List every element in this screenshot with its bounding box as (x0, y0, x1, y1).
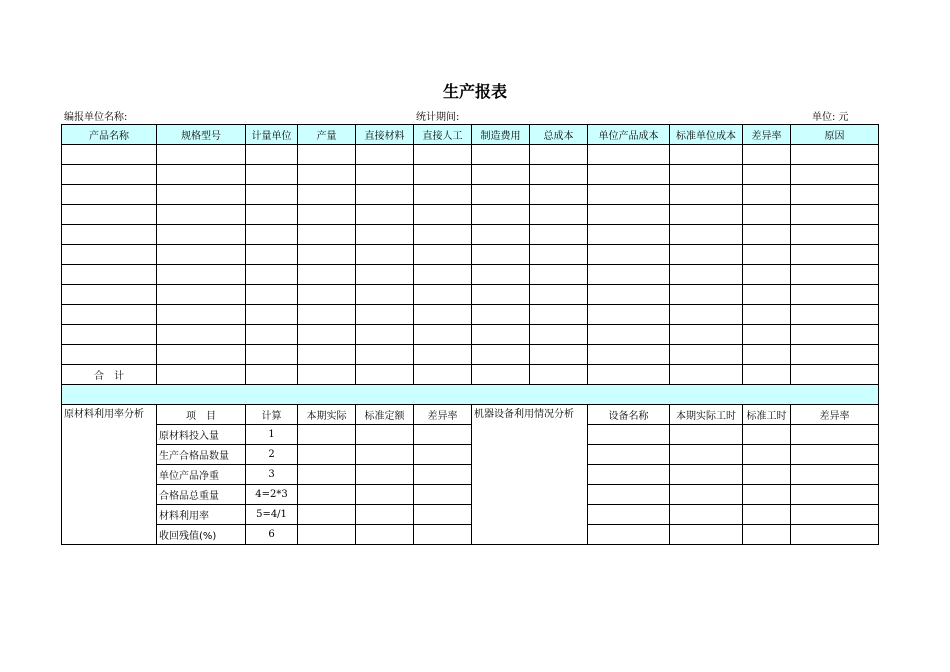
material-value-cell[interactable] (414, 505, 472, 525)
table-cell[interactable] (743, 145, 791, 165)
table-cell[interactable] (62, 305, 157, 325)
total-cell[interactable] (472, 365, 530, 385)
material-column-header: 本期实际 (298, 405, 356, 425)
analysis-header-row (62, 405, 879, 425)
table-cell[interactable] (791, 345, 879, 365)
table-cell[interactable] (157, 225, 246, 245)
table-cell[interactable] (356, 285, 414, 305)
table-cell[interactable] (743, 305, 791, 325)
total-cell[interactable] (356, 365, 414, 385)
table-row (62, 265, 879, 285)
material-value-cell[interactable] (414, 465, 472, 485)
machine-value-cell[interactable] (588, 425, 670, 445)
table-cell[interactable] (356, 225, 414, 245)
machine-value-cell[interactable] (670, 505, 743, 525)
column-header: 差异率 (743, 125, 791, 145)
table-cell[interactable] (246, 205, 298, 225)
table-cell[interactable] (414, 165, 472, 185)
machine-value-cell[interactable] (670, 485, 743, 505)
material-value-cell[interactable] (298, 425, 356, 445)
table-cell[interactable] (472, 185, 530, 205)
material-value-cell[interactable] (298, 485, 356, 505)
table-cell[interactable] (414, 225, 472, 245)
column-header: 直接材料 (356, 125, 414, 145)
table-cell[interactable] (298, 265, 356, 285)
table-cell[interactable] (246, 345, 298, 365)
table-cell[interactable] (743, 245, 791, 265)
total-cell[interactable] (588, 365, 670, 385)
material-value-cell[interactable] (414, 425, 472, 445)
table-cell[interactable] (246, 165, 298, 185)
table-cell[interactable] (356, 305, 414, 325)
period-label: 统计期间: (416, 112, 460, 123)
table-cell[interactable] (530, 225, 588, 245)
column-header: 直接人工 (414, 125, 472, 145)
table-cell[interactable] (588, 345, 670, 365)
table-cell[interactable] (298, 205, 356, 225)
material-value-cell[interactable] (298, 505, 356, 525)
table-cell[interactable] (62, 285, 157, 305)
table-cell[interactable] (246, 305, 298, 325)
table-row (62, 225, 879, 245)
table-cell[interactable] (414, 185, 472, 205)
column-header: 标准单位成本 (670, 125, 743, 145)
report-title: 生产报表 (442, 82, 507, 101)
material-value-cell[interactable] (414, 525, 472, 545)
table-cell[interactable] (246, 225, 298, 245)
header-row (62, 125, 879, 145)
table-cell[interactable] (356, 325, 414, 345)
material-column-header: 项 目 (157, 405, 246, 425)
table-cell[interactable] (791, 285, 879, 305)
table-cell[interactable] (62, 185, 157, 205)
analysis-row (62, 485, 879, 505)
table-cell[interactable] (157, 345, 246, 365)
total-cell[interactable] (157, 365, 246, 385)
table-cell[interactable] (62, 205, 157, 225)
table-cell[interactable] (246, 265, 298, 285)
table-cell[interactable] (157, 285, 246, 305)
table-cell[interactable] (472, 205, 530, 225)
table-cell[interactable] (588, 145, 670, 165)
table-cell[interactable] (530, 305, 588, 325)
column-header: 原因 (791, 125, 879, 145)
material-value-cell[interactable] (298, 465, 356, 485)
table-cell[interactable] (246, 325, 298, 345)
material-value-cell[interactable] (414, 485, 472, 505)
table-cell[interactable] (588, 205, 670, 225)
table-cell[interactable] (670, 225, 743, 245)
total-cell[interactable] (530, 365, 588, 385)
machine-value-cell[interactable] (791, 525, 879, 545)
table-cell[interactable] (472, 325, 530, 345)
analysis-row (62, 525, 879, 545)
table-row (62, 245, 879, 265)
table-cell[interactable] (743, 345, 791, 365)
material-value-cell[interactable] (356, 425, 414, 445)
machine-value-cell[interactable] (791, 425, 879, 445)
table-cell[interactable] (356, 165, 414, 185)
table-cell[interactable] (791, 265, 879, 285)
table-cell[interactable] (670, 205, 743, 225)
analysis-row (62, 465, 879, 485)
machine-value-cell[interactable] (791, 505, 879, 525)
table-cell[interactable] (356, 245, 414, 265)
table-cell[interactable] (157, 265, 246, 285)
machine-value-cell[interactable] (588, 485, 670, 505)
table-cell[interactable] (743, 325, 791, 345)
table-row (62, 325, 879, 345)
table-cell[interactable] (588, 305, 670, 325)
machine-value-cell[interactable] (588, 445, 670, 465)
table-cell[interactable] (298, 165, 356, 185)
table-cell[interactable] (414, 285, 472, 305)
machine-value-cell[interactable] (743, 465, 791, 485)
machine-value-cell[interactable] (670, 445, 743, 465)
table-cell[interactable] (414, 325, 472, 345)
total-cell[interactable] (670, 365, 743, 385)
table-cell[interactable] (530, 185, 588, 205)
table-cell[interactable] (743, 265, 791, 285)
machine-column-header: 本期实际工时 (670, 405, 743, 425)
table-cell[interactable] (791, 305, 879, 325)
table-cell[interactable] (62, 245, 157, 265)
table-cell[interactable] (743, 165, 791, 185)
analysis-row (62, 505, 879, 525)
material-calc-formula: 2 (246, 445, 298, 465)
table-cell[interactable] (298, 345, 356, 365)
table-cell[interactable] (62, 165, 157, 185)
material-item-label: 生产合格品数量 (157, 445, 246, 465)
table-cell[interactable] (157, 305, 246, 325)
table-cell[interactable] (530, 145, 588, 165)
table-cell[interactable] (356, 185, 414, 205)
machine-value-cell[interactable] (791, 485, 879, 505)
table-cell[interactable] (791, 185, 879, 205)
table-cell[interactable] (588, 265, 670, 285)
table-cell[interactable] (588, 185, 670, 205)
machine-value-cell[interactable] (743, 505, 791, 525)
table-row (62, 185, 879, 205)
machine-column-header: 差异率 (791, 405, 879, 425)
table-row (62, 285, 879, 305)
table-cell[interactable] (472, 225, 530, 245)
table-cell[interactable] (157, 325, 246, 345)
material-column-header: 计算 (246, 405, 298, 425)
table-cell[interactable] (414, 205, 472, 225)
analysis-row (62, 445, 879, 465)
table-cell[interactable] (670, 305, 743, 325)
machine-value-cell[interactable] (670, 465, 743, 485)
table-cell[interactable] (791, 325, 879, 345)
table-cell[interactable] (472, 305, 530, 325)
table-cell[interactable] (298, 305, 356, 325)
table-cell[interactable] (743, 185, 791, 205)
table-cell[interactable] (743, 285, 791, 305)
table-cell[interactable] (298, 325, 356, 345)
table-cell[interactable] (356, 265, 414, 285)
table-cell[interactable] (298, 145, 356, 165)
column-header: 制造费用 (472, 125, 530, 145)
column-header: 规格型号 (157, 125, 246, 145)
table-cell[interactable] (356, 145, 414, 165)
machine-value-cell[interactable] (670, 425, 743, 445)
material-value-cell[interactable] (298, 445, 356, 465)
table-cell[interactable] (670, 325, 743, 345)
table-cell[interactable] (670, 185, 743, 205)
total-cell[interactable] (298, 365, 356, 385)
analysis-row (62, 425, 879, 445)
table-cell[interactable] (62, 265, 157, 285)
material-value-cell[interactable] (356, 465, 414, 485)
material-analysis-title: 原材料利用率分析 (62, 405, 157, 545)
table-cell[interactable] (530, 325, 588, 345)
column-header: 单位产品成本 (588, 125, 670, 145)
table-cell[interactable] (670, 145, 743, 165)
table-cell[interactable] (670, 245, 743, 265)
machine-value-cell[interactable] (743, 485, 791, 505)
table-cell[interactable] (791, 245, 879, 265)
table-cell[interactable] (670, 285, 743, 305)
material-value-cell[interactable] (356, 485, 414, 505)
table-cell[interactable] (157, 145, 246, 165)
material-item-label: 合格品总重量 (157, 485, 246, 505)
table-cell[interactable] (157, 205, 246, 225)
total-cell[interactable] (246, 365, 298, 385)
column-header: 产品名称 (62, 125, 157, 145)
table-cell[interactable] (157, 185, 246, 205)
table-cell[interactable] (530, 165, 588, 185)
table-cell[interactable] (670, 345, 743, 365)
table-cell[interactable] (246, 245, 298, 265)
table-cell[interactable] (298, 245, 356, 265)
material-calc-formula: 6 (246, 525, 298, 545)
table-cell[interactable] (588, 165, 670, 185)
table-cell[interactable] (157, 245, 246, 265)
table-cell[interactable] (157, 165, 246, 185)
table-cell[interactable] (246, 185, 298, 205)
table-cell[interactable] (588, 285, 670, 305)
table-cell[interactable] (62, 225, 157, 245)
material-value-cell[interactable] (356, 525, 414, 545)
machine-value-cell[interactable] (588, 505, 670, 525)
table-cell[interactable] (670, 265, 743, 285)
table-cell[interactable] (472, 165, 530, 185)
table-cell[interactable] (588, 245, 670, 265)
material-item-label: 原材料投入量 (157, 425, 246, 445)
material-value-cell[interactable] (414, 445, 472, 465)
table-cell[interactable] (472, 285, 530, 305)
table-cell[interactable] (530, 265, 588, 285)
table-cell[interactable] (414, 345, 472, 365)
table-cell[interactable] (472, 245, 530, 265)
machine-value-cell[interactable] (791, 465, 879, 485)
material-value-cell[interactable] (356, 505, 414, 525)
machine-value-cell[interactable] (670, 525, 743, 545)
table-cell[interactable] (530, 205, 588, 225)
column-header: 计量单位 (246, 125, 298, 145)
total-cell[interactable] (414, 365, 472, 385)
table-cell[interactable] (670, 165, 743, 185)
table-cell[interactable] (414, 265, 472, 285)
material-item-label: 收回残值(%) (157, 525, 246, 545)
material-value-cell[interactable] (356, 445, 414, 465)
separator-band (62, 385, 879, 405)
table-cell[interactable] (414, 145, 472, 165)
machine-value-cell[interactable] (743, 425, 791, 445)
separator-cell (62, 385, 879, 405)
table-cell[interactable] (791, 205, 879, 225)
table-cell[interactable] (356, 205, 414, 225)
material-calc-formula: 5=4/1 (246, 505, 298, 525)
table-cell[interactable] (791, 145, 879, 165)
table-cell[interactable] (472, 265, 530, 285)
material-calc-formula: 1 (246, 425, 298, 445)
table-cell[interactable] (472, 145, 530, 165)
table-cell[interactable] (530, 345, 588, 365)
material-value-cell[interactable] (298, 525, 356, 545)
table-cell[interactable] (791, 165, 879, 185)
machine-analysis-title: 机器设备利用情况分析 (472, 405, 588, 545)
table-cell[interactable] (472, 345, 530, 365)
table-cell[interactable] (743, 225, 791, 245)
table-row (62, 145, 879, 165)
table-cell[interactable] (62, 325, 157, 345)
table-cell[interactable] (530, 285, 588, 305)
org-name-label: 编报单位名称: (64, 112, 128, 123)
table-cell[interactable] (298, 185, 356, 205)
table-row (62, 205, 879, 225)
production-report-table (61, 124, 879, 545)
material-column-header: 标准定额 (356, 405, 414, 425)
machine-value-cell[interactable] (743, 445, 791, 465)
total-label: 合 计 (62, 365, 157, 385)
machine-value-cell[interactable] (791, 445, 879, 465)
table-cell[interactable] (588, 325, 670, 345)
total-cell[interactable] (743, 365, 791, 385)
unit-label: 单位: 元 (812, 112, 849, 123)
machine-value-cell[interactable] (743, 525, 791, 545)
table-cell[interactable] (588, 225, 670, 245)
table-row (62, 305, 879, 325)
material-item-label: 单位产品净重 (157, 465, 246, 485)
table-cell[interactable] (298, 225, 356, 245)
total-row (62, 365, 879, 385)
machine-value-cell[interactable] (588, 465, 670, 485)
table-cell[interactable] (530, 245, 588, 265)
machine-value-cell[interactable] (588, 525, 670, 545)
table-cell[interactable] (62, 345, 157, 365)
column-header: 总成本 (530, 125, 588, 145)
table-row (62, 345, 879, 365)
table-cell[interactable] (246, 285, 298, 305)
machine-column-header: 标准工时 (743, 405, 791, 425)
table-cell[interactable] (791, 225, 879, 245)
table-cell[interactable] (62, 145, 157, 165)
material-item-label: 材料利用率 (157, 505, 246, 525)
table-cell[interactable] (414, 245, 472, 265)
material-calc-formula: 3 (246, 465, 298, 485)
table-cell[interactable] (743, 205, 791, 225)
material-calc-formula: 4=2*3 (246, 485, 298, 505)
table-cell[interactable] (414, 305, 472, 325)
table-cell[interactable] (246, 145, 298, 165)
column-header: 产量 (298, 125, 356, 145)
total-cell[interactable] (791, 365, 879, 385)
table-row (62, 165, 879, 185)
table-cell[interactable] (298, 285, 356, 305)
material-column-header: 差异率 (414, 405, 472, 425)
table-cell[interactable] (356, 345, 414, 365)
machine-column-header: 设备名称 (588, 405, 670, 425)
